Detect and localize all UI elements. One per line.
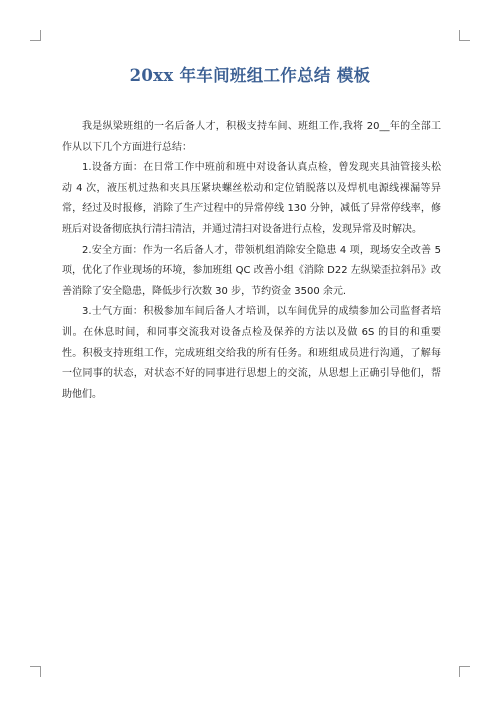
safety-paragraph: 2.安全方面：作为一名后备人才，带领机组消除安全隐患 4 项，现场安全改善 5 项，优化了作业现场的环境，参加班组 QC 改善小组《消除 D22 左纵梁歪拉斜吊》改善消除了安全隐患，降低步行次数 30 步，节约资金 3500 余元. <box>62 244 441 297</box>
document-title: 20xx 年车间班组工作总结 模板 <box>129 66 371 85</box>
equipment-paragraph: 1.设备方面：在日常工作中班前和班中对设备认真点检，曾发现夹具油管接头松动 4 次，液压机过热和夹具压紧块螺丝松动和定位销脱落以及焊机电源线裸漏等异常，经过及时报修，消除了生产过程中的异常停线 130 分钟，减低了异常停线率，修班后对设备彻底执行清扫清洁，并通过清扫对设备进行点检，发现异常及时解决。 <box>62 162 441 235</box>
document-body <box>62 117 441 405</box>
crop-mark-top-right <box>459 30 470 41</box>
crop-mark-top-left <box>30 30 41 41</box>
crop-mark-bottom-left <box>30 666 41 677</box>
crop-mark-bottom-right <box>459 666 470 677</box>
morale-paragraph: 3.士气方面：积极参加车间后备人才培训，以车间优异的成绩参加公司监督者培训。在休息时间，和同事交流我对设备点检及保养的方法以及做 6S 的目的和重要性。积极支持班组工作，完成班组交给我的所有任务。和班组成员进行沟通，了解每一位同事的状态，对状态不好的同事进行思想上的交流，从思想上正确引导他们，帮助他们。 <box>62 306 441 400</box>
intro-paragraph: 我是纵梁班组的一名后备人才，积极支持车间、班组工作,我将 20__年的全部工作从以下几个方面进行总结： <box>62 121 441 153</box>
